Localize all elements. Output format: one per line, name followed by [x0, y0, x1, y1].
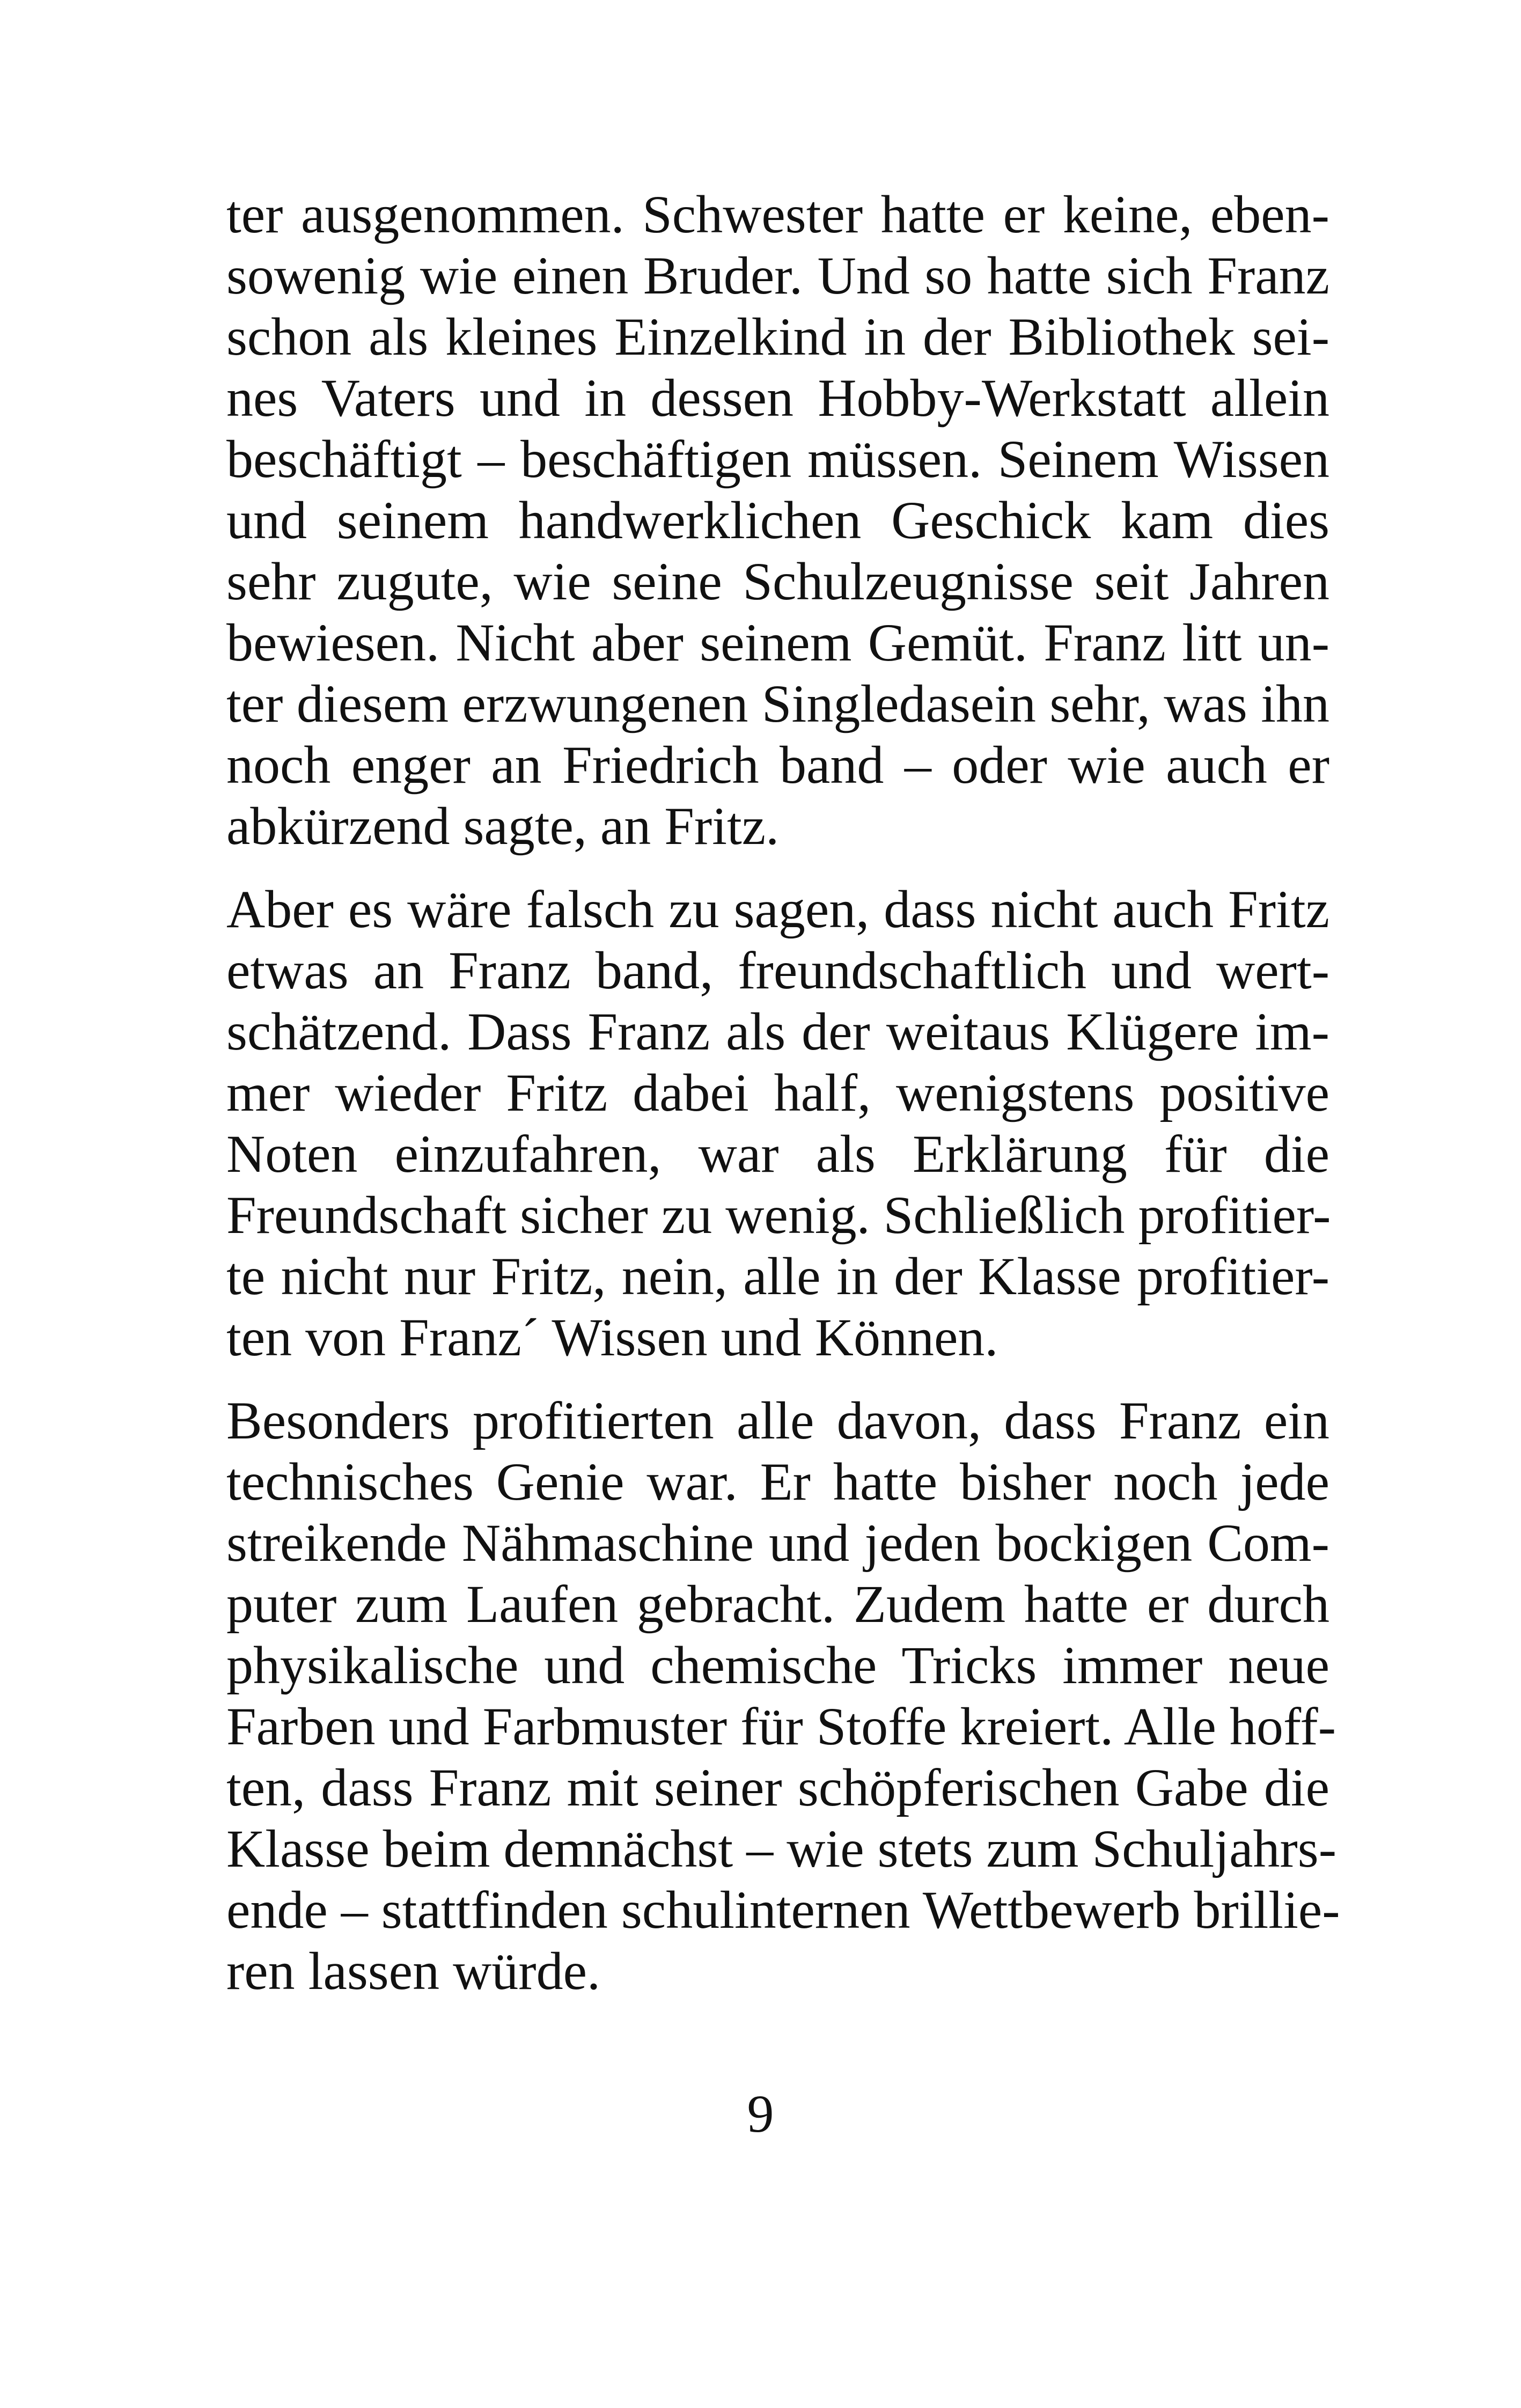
- text-line: technisches Genie war. Er hatte bisher noch jede: [226, 1452, 1329, 1511]
- text-line: Klasse beim demnächst – wie stets zum Schuljahrs-: [226, 1819, 1336, 1878]
- text-line: Aber es wäre falsch zu sagen, dass nicht auch Fritz: [226, 879, 1329, 939]
- body-text: [226, 184, 1340, 2024]
- text-line: beschäftigt – beschäftigen müssen. Seinem Wissen: [226, 429, 1329, 489]
- text-line: schon als kleines Einzelkind in der Bibliothek sei-: [226, 307, 1329, 366]
- text-line: sowenig wie einen Bruder. Und so hatte sich Franz: [226, 246, 1329, 305]
- text-line: streikende Nähmaschine und jeden bockigen Com-: [226, 1513, 1329, 1573]
- text-line: ten, dass Franz mit seiner schöpferischen Gabe die: [226, 1758, 1329, 1817]
- text-line: ende – stattfinden schulinternen Wettbewerb brillie-: [226, 1880, 1340, 1940]
- text-line: ter diesem erzwungenen Singledasein sehr, was ihn: [226, 674, 1329, 733]
- text-line: schätzend. Dass Franz als der weitaus Klügere im-: [226, 1002, 1329, 1061]
- text-line: bewiesen. Nicht aber seinem Gemüt. Franz litt un-: [226, 613, 1329, 672]
- text-line: Besonders profitierten alle davon, dass Franz ein: [226, 1391, 1329, 1450]
- text-line: etwas an Franz band, freundschaftlich und wert-: [226, 941, 1329, 1000]
- paragraph-3: [226, 1390, 1340, 2002]
- text-line: ter ausgenommen. Schwester hatte er keine, eben-: [226, 185, 1329, 244]
- text-line: noch enger an Friedrich band – oder wie auch er: [226, 735, 1329, 795]
- text-line: Noten einzufahren, war als Erklärung für die: [226, 1124, 1329, 1184]
- text-line: te nicht nur Fritz, nein, alle in der Klasse profitier-: [226, 1246, 1329, 1306]
- page-number: 9: [747, 2084, 774, 2143]
- paragraph-2: [226, 879, 1329, 1368]
- text-line: sehr zugute, wie seine Schulzeugnisse seit Jahren: [226, 552, 1329, 611]
- text-line: nes Vaters und in dessen Hobby-Werkstatt allein: [226, 368, 1329, 428]
- text-line: mer wieder Fritz dabei half, wenigstens positive: [226, 1063, 1329, 1122]
- text-line: Farben und Farbmuster für Stoffe kreiert. Alle hoff-: [226, 1697, 1336, 1756]
- text-line: und seinem handwerklichen Geschick kam dies: [226, 490, 1329, 550]
- text-line: Freundschaft sicher zu wenig. Schließlich profitier-: [226, 1185, 1331, 1245]
- text-line: ren lassen würde.: [226, 1941, 600, 2001]
- text-line: puter zum Laufen gebracht. Zudem hatte er durch: [226, 1574, 1329, 1634]
- text-line: abkürzend sagte, an Fritz.: [226, 796, 780, 856]
- text-line: physikalische und chemische Tricks immer neue: [226, 1635, 1329, 1695]
- text-line: ten von Franz´ Wissen und Können.: [226, 1308, 998, 1367]
- paragraph-1: [226, 184, 1329, 857]
